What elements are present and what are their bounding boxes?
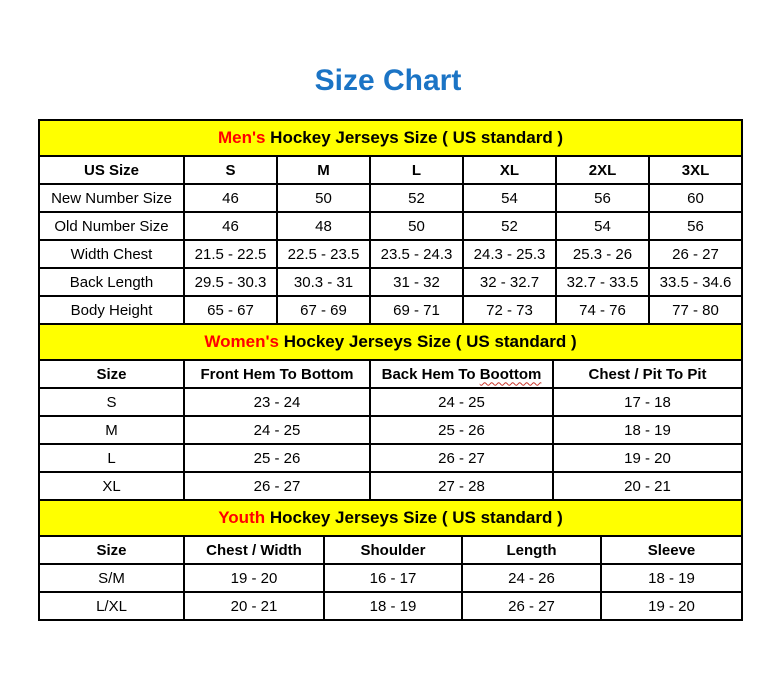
size-value-cell: 60 [649,184,742,212]
size-value-cell: 30.3 - 31 [277,268,370,296]
size-value-cell: 26 - 27 [649,240,742,268]
row-label: M [39,416,184,444]
size-value-cell: 25 - 26 [184,444,370,472]
column-header: US Size [39,156,184,184]
size-value-cell: 20 - 21 [184,592,324,620]
table-row [39,416,742,444]
womens-header-row [39,360,742,388]
size-value-cell: 69 - 71 [370,296,463,324]
column-header: Size [39,536,184,564]
size-value-cell: 18 - 19 [553,416,742,444]
column-header-misspelled [370,360,553,388]
column-header: XL [463,156,556,184]
size-value-cell: 24 - 25 [370,388,553,416]
womens-section-title-red: Women's [204,332,279,351]
column-header-prefix: Back Hem To [381,365,480,383]
spellcheck-underlined-word: Boottom [479,365,542,383]
column-header: M [277,156,370,184]
size-value-cell: 24.3 - 25.3 [463,240,556,268]
size-value-cell: 46 [184,212,277,240]
size-value-cell: 24 - 26 [462,564,601,592]
table-row [39,184,742,212]
size-value-cell: 25.3 - 26 [556,240,649,268]
size-value-cell: 48 [277,212,370,240]
size-value-cell: 19 - 20 [184,564,324,592]
youth-size-table [38,499,743,621]
size-value-cell: 50 [277,184,370,212]
table-row [39,592,742,620]
size-value-cell: 16 - 17 [324,564,462,592]
size-value-cell: 54 [463,184,556,212]
row-label: Back Length [39,268,184,296]
size-value-cell: 29.5 - 30.3 [184,268,277,296]
size-value-cell: 32.7 - 33.5 [556,268,649,296]
size-value-cell: 25 - 26 [370,416,553,444]
size-value-cell: 72 - 73 [463,296,556,324]
row-label: S [39,388,184,416]
row-label: XL [39,472,184,500]
size-value-cell: 56 [556,184,649,212]
column-header: 3XL [649,156,742,184]
size-value-cell: 52 [463,212,556,240]
size-value-cell: 23 - 24 [184,388,370,416]
size-value-cell: 77 - 80 [649,296,742,324]
womens-section-title [39,324,742,360]
column-header: S [184,156,277,184]
youth-section-title [39,500,742,536]
mens-size-table [38,119,743,325]
size-value-cell: 17 - 18 [553,388,742,416]
table-row [39,296,742,324]
womens-section-title-rest: Hockey Jerseys Size ( US standard ) [278,332,577,351]
size-value-cell: 19 - 20 [601,592,742,620]
size-value-cell: 18 - 19 [324,592,462,620]
row-label: L [39,444,184,472]
mens-header-row [39,156,742,184]
size-value-cell: 67 - 69 [277,296,370,324]
size-value-cell: 21.5 - 22.5 [184,240,277,268]
size-value-cell: 19 - 20 [553,444,742,472]
row-label: Body Height [39,296,184,324]
size-value-cell: 26 - 27 [184,472,370,500]
size-value-cell: 20 - 21 [553,472,742,500]
column-header: L [370,156,463,184]
mens-section-band [39,120,742,156]
column-header: 2XL [556,156,649,184]
size-value-cell: 23.5 - 24.3 [370,240,463,268]
youth-header-row [39,536,742,564]
size-value-cell: 54 [556,212,649,240]
table-row [39,240,742,268]
mens-section-title-red: Men's [217,128,266,147]
mens-section-title-rest: Hockey Jerseys Size ( US standard ) [265,128,564,147]
table-row [39,388,742,416]
size-value-cell: 31 - 32 [370,268,463,296]
row-label: New Number Size [39,184,184,212]
youth-section-title-red: Youth [218,508,266,527]
size-value-cell: 33.5 - 34.6 [649,268,742,296]
table-row [39,268,742,296]
size-value-cell: 32 - 32.7 [463,268,556,296]
row-label: L/XL [39,592,184,620]
size-value-cell: 26 - 27 [462,592,601,620]
size-value-cell: 26 - 27 [370,444,553,472]
size-value-cell: 46 [184,184,277,212]
column-header: Sleeve [601,536,742,564]
column-header: Chest / Width [184,536,324,564]
column-header: Chest / Pit To Pit [553,360,742,388]
mens-section-title [39,120,742,156]
size-value-cell: 27 - 28 [370,472,553,500]
table-row [39,472,742,500]
womens-size-table [38,323,743,501]
table-row [39,444,742,472]
column-header: Size [39,360,184,388]
womens-section-band [39,324,742,360]
size-value-cell: 52 [370,184,463,212]
size-value-cell: 22.5 - 23.5 [277,240,370,268]
column-header: Shoulder [324,536,462,564]
column-header: Front Hem To Bottom [184,360,370,388]
size-chart-tables [38,119,741,621]
size-value-cell: 18 - 19 [601,564,742,592]
row-label: Old Number Size [39,212,184,240]
table-row [39,212,742,240]
row-label: S/M [39,564,184,592]
youth-section-title-rest: Hockey Jerseys Size ( US standard ) [265,508,563,527]
size-value-cell: 50 [370,212,463,240]
size-value-cell: 56 [649,212,742,240]
size-value-cell: 65 - 67 [184,296,277,324]
row-label: Width Chest [39,240,184,268]
youth-section-band [39,500,742,536]
column-header: Length [462,536,601,564]
size-value-cell: 74 - 76 [556,296,649,324]
table-row [39,564,742,592]
page-title: Size Chart [314,64,462,97]
size-value-cell: 24 - 25 [184,416,370,444]
